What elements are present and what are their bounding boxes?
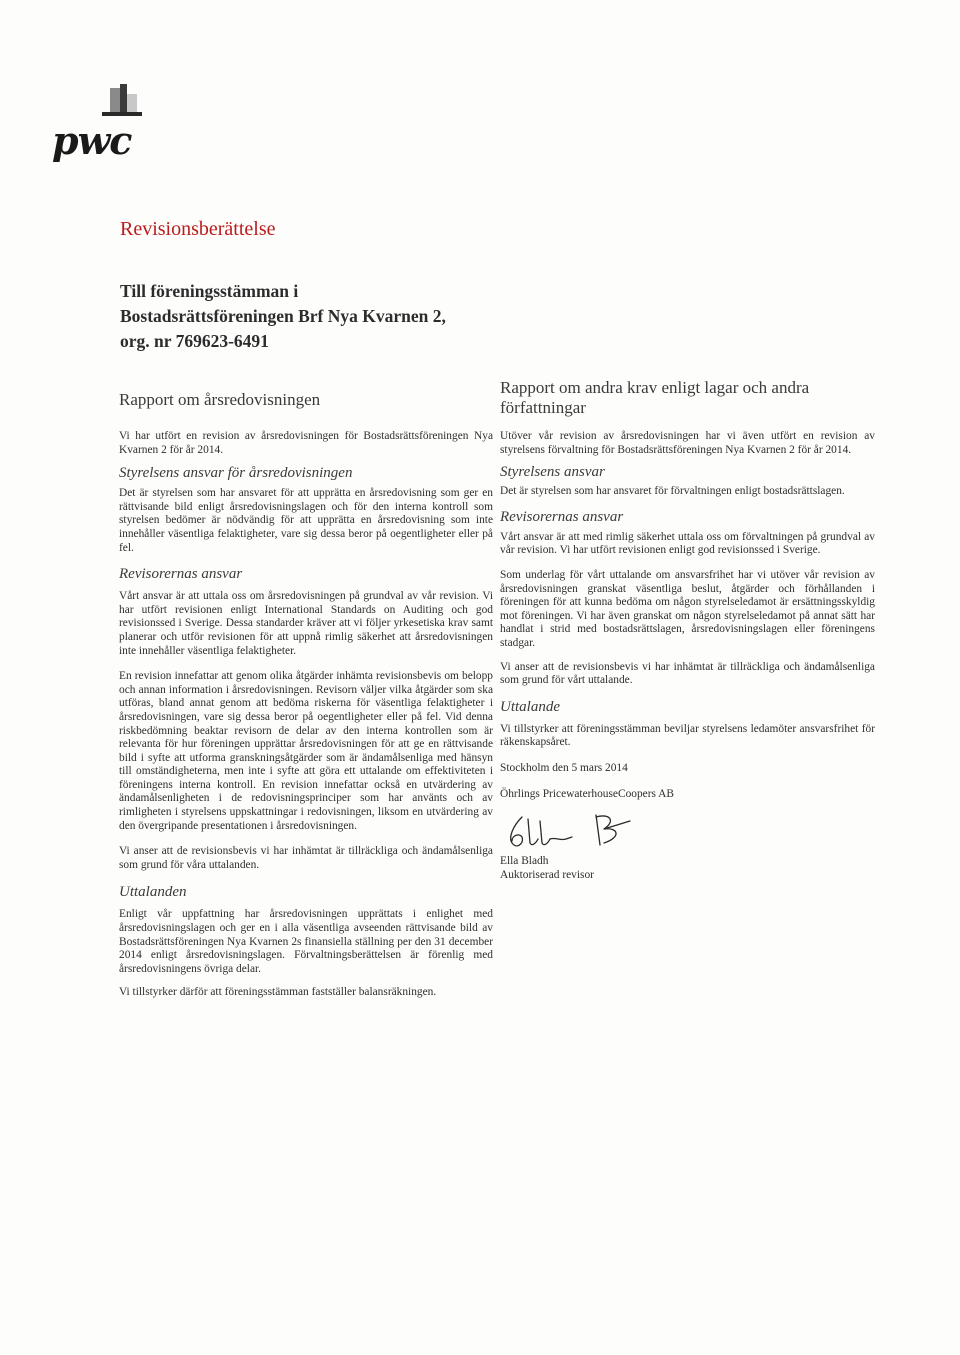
signer-name: Ella Bladh: [500, 855, 549, 868]
addressee-line: Till föreningsstämman i: [120, 281, 299, 301]
auditor-responsibility-heading: Revisorernas ansvar: [119, 566, 243, 583]
statements-opinion-text: Enligt vår uppfattning har årsredovisningen upprättats i enlighet med årsredovisningslagen och ger en i alla väsentliga avseenden rättvisande bild av Bostadsrättsföreningen Nya Kvarnen 2s finansiella ställning per den 31 december 2014 enligt årsredovisningslagen. Förvaltningsberättelsen är förenlig med årsredovisningens övriga delar.: [119, 908, 493, 975]
signer-title: Auktoriserad revisor: [500, 868, 594, 881]
right-column: [500, 378, 875, 882]
section-heading-other-requirements: Rapport om andra krav enligt lagar och andra författningar: [500, 378, 810, 417]
board-responsibility-heading: Styrelsens ansvar för årsredovisningen: [119, 465, 353, 482]
document-title: Revisionsberättelse: [120, 218, 276, 240]
addressee-block: [120, 279, 520, 354]
pwc-logo: [52, 78, 172, 163]
discharge-recommendation: Vi tillstyrker att föreningsstämman beviljar styrelsens ledamöter ansvarsfrihet för räkenskapsåret.: [500, 722, 875, 749]
place-and-date: Stockholm den 5 mars 2014: [500, 761, 628, 774]
section-heading-annual-report: Rapport om årsredovisningen: [119, 390, 321, 409]
auditor-procedure-text: En revision innefattar att genom olika åtgärder inhämta revisionsbevis om belopp och annan information i årsredovisningen. Revisorn väljer vilka åtgärder som ska utföras, bland annat genom att bedöma riskerna för väsentliga felaktigheter i årsredovisningen, vare sig dessa beror på oegentligheter eller på fel. Vid denna riskbedömning beaktar revisorn de delar av den interna kontrollen som är relevanta för hur föreningen upprättar årsredovisningen för att ge en rättvisande bild i syfte att utforma granskningsåtgärder som är ändamålsenliga med hänsyn till omständigheterna, men inte i syfte att göra ett uttalande om effektiviteten i föreningens interna kontroll. En revision innefattar också en utvärdering av ändamålsenligheten i de redovisningsprinciper som har använts och av rimligheten i styrelsens uppskattningar i redovisningen, liksom en utvärdering av den övergripande presentationen i årsredovisningen.: [119, 670, 493, 832]
annual-report-intro: Vi har utfört en revision av årsredovisningen för Bostadsrättsföreningen Nya Kvarnen 2 för år 2014.: [119, 430, 493, 456]
discharge-basis-text: Som underlag för vårt uttalande om ansvarsfrihet har vi utöver vår revision av årsredovisningen granskat väsentliga beslut, åtgärder och förhållanden i föreningen för att kunna bedöma om någon styrelseledamot är ersättningsskyldig mot föreningen. Vi har även granskat om någon styrelseledamot på annat sätt har handlat i strid med bostadsrättslagen, årsredovisningslagen eller föreningens stadgar.: [500, 568, 875, 649]
board-responsibility-text-right: Det är styrelsen som har ansvaret för förvaltningen enligt bostadsrättslagen.: [500, 485, 845, 498]
handwritten-signature: [500, 807, 650, 851]
other-requirements-intro: Utöver vår revision av årsredovisningen har vi även utfört en revision av styrelsens förvaltning för Bostadsrättsföreningen Nya Kvarnen 2 för år 2014.: [500, 430, 875, 456]
board-responsibility-heading-right: Styrelsens ansvar: [500, 464, 605, 481]
balance-sheet-recommendation: Vi tillstyrker därför att föreningsstämman fastställer balansräkningen.: [119, 986, 437, 999]
audit-firm-name: Öhrlings PricewaterhouseCoopers AB: [500, 787, 674, 800]
audit-evidence-text: Vi anser att de revisionsbevis vi har inhämtat är tillräckliga och ändamålsenliga som grund för våra uttalanden.: [119, 845, 493, 871]
audit-evidence-text-right: Vi anser att de revisionsbevis vi har inhämtat är tillräckliga och ändamålsenliga som grund för vårt uttalande.: [500, 660, 875, 687]
auditor-responsibility-text-right: Vårt ansvar är att med rimlig säkerhet uttala oss om förvaltningen på grundval av vår revision. Vi har utfört revisionen enligt god revisionssed i Sverige.: [500, 530, 875, 557]
statement-heading-right: Uttalande: [500, 698, 560, 715]
statements-heading: Uttalanden: [119, 884, 187, 901]
auditor-responsibility-text: Vårt ansvar är att uttala oss om årsredovisningen på grundval av vår revision. Vi har utfört revisionen enligt International Standards on Auditing och god revisionssed i Sverige. Dessa standarder kräver att vi följer yrkesetiska krav samt planerar och utför revisionen för att uppnå rimlig säkerhet att årsredovisningen inte innehåller väsentliga felaktigheter.: [119, 590, 493, 657]
addressee-line: org. nr 769623-6491: [120, 331, 269, 351]
auditor-responsibility-heading-right: Revisorernas ansvar: [500, 508, 624, 525]
pwc-logo-wordmark: pwc: [52, 118, 132, 163]
left-column: [119, 390, 493, 1000]
addressee-line: Bostadsrättsföreningen Brf Nya Kvarnen 2,: [120, 306, 446, 326]
board-responsibility-text: Det är styrelsen som har ansvaret för att upprätta en årsredovisning som ger en rättvisande bild enligt årsredovisningslagen och för den interna kontroll som styrelsen bedömer är nödvändig för att upprätta en årsredovisning som inte innehåller väsentliga felaktigheter, vare sig dessa beror på oegentligheter eller på fel.: [119, 487, 493, 554]
